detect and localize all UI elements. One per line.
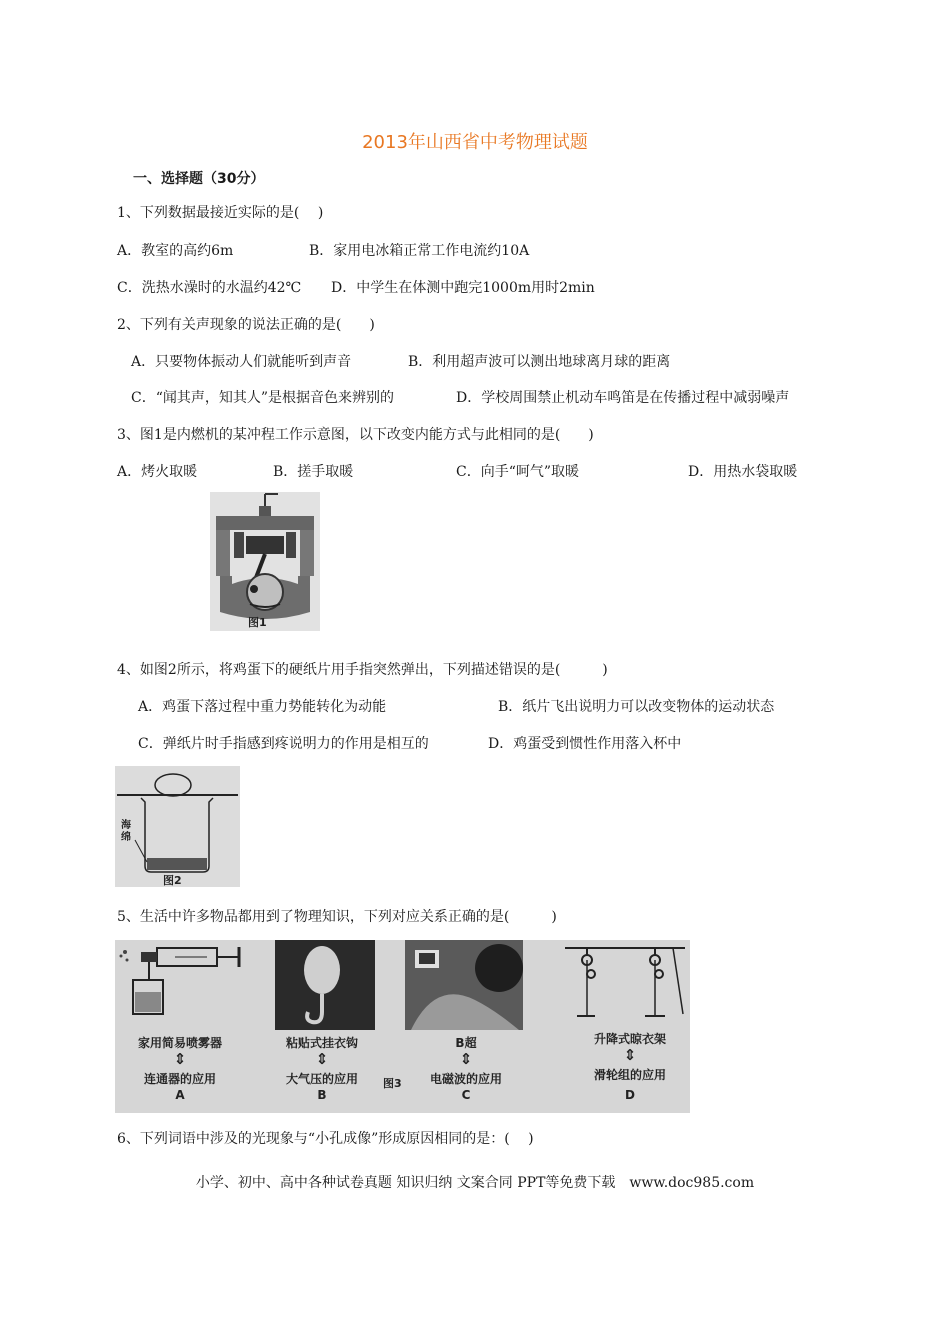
item-a-principle: 连通器的应用 (143, 1072, 216, 1086)
q1-stem: 1、下列数据最接近实际的是( ) (117, 205, 324, 221)
page-footer: 小学、初中、高中各种试卷真题 知识归纳 文案合同 PPT等免费下载 www.doc985.com (195, 1175, 755, 1191)
q3-option-a: A．烤火取暖 (117, 464, 198, 480)
item-a-letter: A (175, 1088, 185, 1102)
q2-option-d: D．学校周围禁止机动车鸣笛是在传播过程中减弱噪声 (456, 390, 790, 406)
q2-option-c: C．“闻其声，知其人”是根据音色来辨别的 (131, 390, 395, 406)
q3-option-b: B．搓手取暖 (273, 464, 354, 480)
q3-stem: 3、图1是内燃机的某冲程工作示意图，以下改变内能方式与此相同的是( ) (117, 427, 594, 443)
figure-2-egg-cup (115, 766, 240, 887)
sponge-label: 海绵 (121, 820, 131, 843)
item-c-arrow: ⇕ (459, 1050, 473, 1068)
item-a-arrow: ⇕ (173, 1050, 187, 1068)
hook-illustration (275, 940, 375, 1030)
q5-stem: 5、生活中许多物品都用到了物理知识，下列对应关系正确的是( ) (117, 909, 557, 925)
item-b-principle: 大气压的应用 (285, 1072, 358, 1086)
q1-option-d: D．中学生在体测中跑完1000m用时2min (331, 280, 595, 296)
q4-option-a: A．鸡蛋下落过程中重力势能转化为动能 (138, 699, 387, 715)
engine-diagram (210, 492, 320, 631)
item-d-arrow: ⇕ (623, 1046, 637, 1064)
q3-option-c: C．向手“呵气”取暖 (456, 464, 580, 480)
q1-option-a: A．教室的高约6m (117, 243, 234, 259)
drying-rack-illustration (565, 948, 685, 1016)
item-b-letter: B (317, 1088, 327, 1102)
item-c-letter: C (461, 1088, 471, 1102)
q4-stem: 4、如图2所示，将鸡蛋下的硬纸片用手指突然弹出，下列描述错误的是( ) (117, 662, 608, 678)
item-a-name: 家用简易喷雾器 (137, 1036, 222, 1050)
figure-3-label: 图3 (383, 1077, 402, 1090)
section-heading: 一、选择题（30分） (133, 171, 265, 187)
figure-3-panel (115, 940, 690, 1113)
q2-option-a: A．只要物体振动人们就能听到声音 (131, 354, 352, 370)
figure-3-illustrations (115, 940, 690, 1030)
figure-1-engine (210, 492, 320, 631)
ultrasound-illustration (405, 940, 523, 1030)
sprayer-illustration (120, 947, 240, 1014)
q4-option-b: B．纸片飞出说明力可以改变物体的运动状态 (498, 699, 775, 715)
figure-1-label: 图1 (248, 616, 267, 629)
page-title: 2013年山西省中考物理试题 (362, 132, 588, 153)
item-b-arrow: ⇕ (315, 1050, 329, 1068)
item-d-principle: 滑轮组的应用 (593, 1068, 666, 1082)
q6-stem: 6、下列词语中涉及的光现象与“小孔成像”形成原因相同的是：( ) (117, 1131, 534, 1147)
q2-option-b: B．利用超声波可以测出地球离月球的距离 (408, 354, 671, 370)
q1-option-c: C．洗热水澡时的水温约42℃ (117, 280, 302, 296)
q1-option-b: B．家用电冰箱正常工作电流约10A (309, 243, 530, 259)
q3-option-d: D．用热水袋取暖 (688, 464, 798, 480)
q4-option-d: D．鸡蛋受到惯性作用落入杯中 (488, 736, 682, 752)
q4-option-c: C．弹纸片时手指感到疼说明力的作用是相互的 (138, 736, 429, 752)
figure-2-label: 图2 (163, 874, 182, 887)
item-c-principle: 电磁波的应用 (429, 1072, 502, 1086)
item-d-letter: D (625, 1088, 635, 1102)
item-b-name: 粘贴式挂衣钩 (285, 1036, 358, 1050)
item-c-name: B超 (455, 1036, 477, 1050)
q2-stem: 2、下列有关声现象的说法正确的是( ) (117, 317, 375, 333)
item-d-name: 升降式晾衣架 (593, 1032, 666, 1046)
